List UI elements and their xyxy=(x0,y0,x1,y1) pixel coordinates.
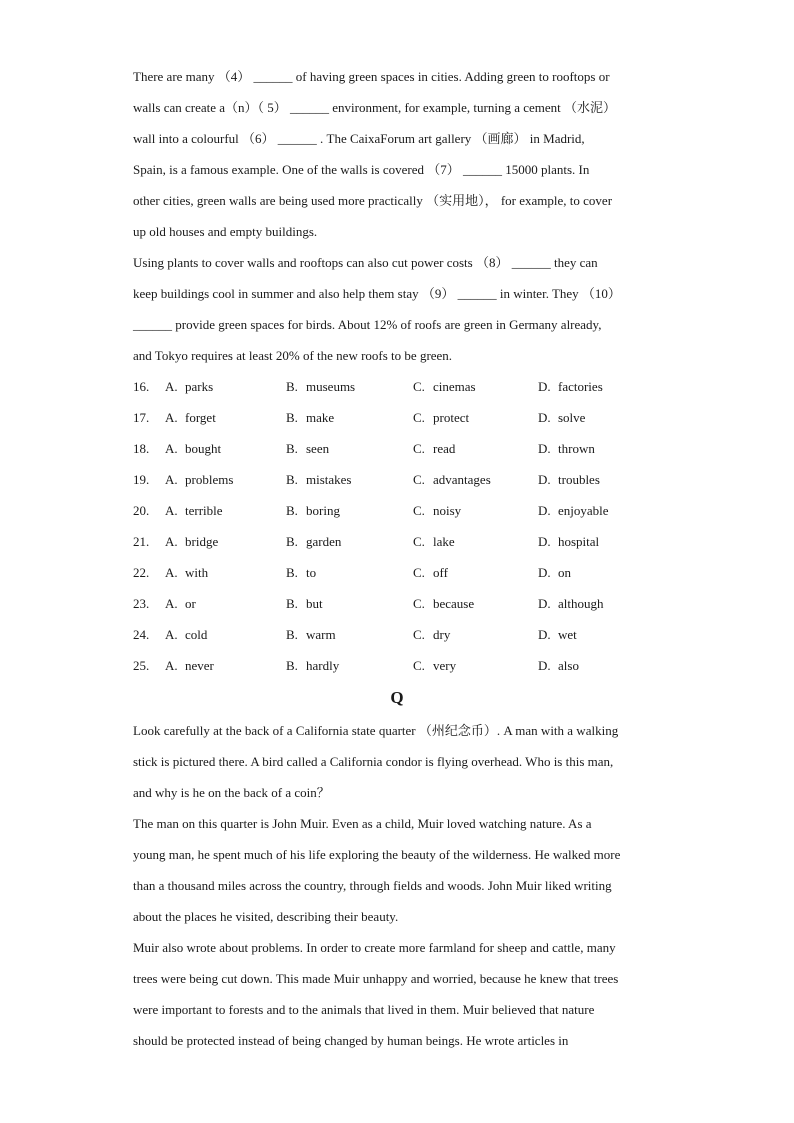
option-c xyxy=(413,650,538,681)
option-text: protect xyxy=(433,410,470,425)
option-letter: B. xyxy=(286,472,298,487)
option-a xyxy=(165,650,286,681)
option-c xyxy=(413,619,538,650)
option-letter: A. xyxy=(165,565,178,580)
passage-line: Muir also wrote about problems. In order to create more farmland for sheep and cattle, many xyxy=(133,940,616,955)
passage-line: ______ provide green spaces for birds. About 12% of roofs are green in Germany already, xyxy=(133,317,602,332)
option-letter: B. xyxy=(286,534,298,549)
option-letter: C. xyxy=(413,534,425,549)
question-number: 25. xyxy=(133,658,150,673)
question-number: 17. xyxy=(133,410,150,425)
option-letter: B. xyxy=(286,410,298,425)
option-c xyxy=(413,433,538,464)
option-d xyxy=(538,650,658,681)
option-text: to xyxy=(306,565,317,580)
option-letter: D. xyxy=(538,441,551,456)
option-text: cold xyxy=(185,627,208,642)
passage-line: There are many （4） ______ of having green spaces in cities. Adding green to rooftops or xyxy=(133,69,610,84)
option-letter: D. xyxy=(538,658,551,673)
option-text: thrown xyxy=(558,441,595,456)
question-row xyxy=(133,495,673,526)
passage-line: about the places he visited, describing their beauty. xyxy=(133,909,399,924)
option-text: but xyxy=(306,596,323,611)
option-text: forget xyxy=(185,410,216,425)
option-text: make xyxy=(306,410,335,425)
passage-line: wall into a colourful （6） ______ . The CaixaForum art gallery （画廊） in Madrid, xyxy=(133,131,585,146)
question-number: 16. xyxy=(133,379,150,394)
passage-line: up old houses and empty buildings. xyxy=(133,224,318,239)
option-text: terrible xyxy=(185,503,223,518)
option-a xyxy=(165,619,286,650)
question-row xyxy=(133,402,673,433)
passage-line: trees were being cut down. This made Muir unhappy and worried, because he knew that trees xyxy=(133,971,619,986)
question-row xyxy=(133,433,673,464)
option-letter: C. xyxy=(413,441,425,456)
option-a xyxy=(165,557,286,588)
option-text: or xyxy=(185,596,196,611)
option-letter: B. xyxy=(286,658,298,673)
option-letter: C. xyxy=(413,472,425,487)
option-d xyxy=(538,402,658,433)
option-b xyxy=(286,495,413,526)
option-text: noisy xyxy=(433,503,462,518)
option-letter: D. xyxy=(538,379,551,394)
option-a xyxy=(165,433,286,464)
option-letter: A. xyxy=(165,534,178,549)
question-row xyxy=(133,557,673,588)
option-c xyxy=(413,495,538,526)
question-row xyxy=(133,588,673,619)
option-text: hospital xyxy=(558,534,600,549)
option-text: cinemas xyxy=(433,379,476,394)
option-d xyxy=(538,619,658,650)
question-number: 24. xyxy=(133,627,150,642)
option-text: problems xyxy=(185,472,234,487)
option-text: dry xyxy=(433,627,451,642)
option-text: never xyxy=(185,658,214,673)
question-number: 19. xyxy=(133,472,150,487)
option-a xyxy=(165,588,286,619)
question-row xyxy=(133,650,673,681)
option-text: warm xyxy=(306,627,336,642)
passage-line: were important to forests and to the animals that lived in them. Muir believed that nature xyxy=(133,1002,595,1017)
option-text: boring xyxy=(306,503,340,518)
option-letter: A. xyxy=(165,596,178,611)
option-d xyxy=(538,557,658,588)
option-text: with xyxy=(185,565,209,580)
option-text: seen xyxy=(306,441,330,456)
option-a xyxy=(165,402,286,433)
passage-line: Using plants to cover walls and rooftops can also cut power costs （8） ______ they can xyxy=(133,255,598,270)
passage-line: walls can create a（n）（ 5） ______ environment, for example, turning a cement （水泥） xyxy=(133,100,617,115)
option-text: museums xyxy=(306,379,356,394)
option-letter: C. xyxy=(413,503,425,518)
option-b xyxy=(286,526,413,557)
passage-line: and why is he on the back of a coin？ xyxy=(133,785,330,800)
option-text: factories xyxy=(558,379,603,394)
option-b xyxy=(286,402,413,433)
option-a xyxy=(165,464,286,495)
passage-line: other cities, green walls are being used more practically （实用地）， for example, to cover xyxy=(133,193,613,208)
option-c xyxy=(413,557,538,588)
option-letter: A. xyxy=(165,472,178,487)
option-letter: B. xyxy=(286,379,298,394)
option-d xyxy=(538,495,658,526)
option-text: hardly xyxy=(306,658,340,673)
question-row xyxy=(133,619,673,650)
option-d xyxy=(538,588,658,619)
option-d xyxy=(538,526,658,557)
option-letter: B. xyxy=(286,441,298,456)
option-text: mistakes xyxy=(306,472,352,487)
question-number: 23. xyxy=(133,596,150,611)
option-letter: A. xyxy=(165,503,178,518)
option-letter: A. xyxy=(165,379,178,394)
option-c xyxy=(413,526,538,557)
option-letter: D. xyxy=(538,410,551,425)
question-number: 18. xyxy=(133,441,150,456)
option-a xyxy=(165,495,286,526)
option-text: because xyxy=(433,596,475,611)
passage-line: should be protected instead of being changed by human beings. He wrote articles in xyxy=(133,1033,569,1048)
option-letter: B. xyxy=(286,627,298,642)
option-text: bridge xyxy=(185,534,219,549)
option-text: also xyxy=(558,658,579,673)
option-text: garden xyxy=(306,534,342,549)
question-row xyxy=(133,526,673,557)
option-text: solve xyxy=(558,410,586,425)
question-number: 20. xyxy=(133,503,150,518)
option-d xyxy=(538,433,658,464)
option-letter: A. xyxy=(165,658,178,673)
option-letter: A. xyxy=(165,441,178,456)
option-c xyxy=(413,588,538,619)
passage-line: than a thousand miles across the country, through fields and woods. John Muir liked writing xyxy=(133,878,612,893)
option-b xyxy=(286,464,413,495)
passage-line: and Tokyo requires at least 20% of the new roofs to be green. xyxy=(133,348,453,363)
option-text: advantages xyxy=(433,472,491,487)
option-text: although xyxy=(558,596,604,611)
option-letter: D. xyxy=(538,596,551,611)
passage-line: The man on this quarter is John Muir. Even as a child, Muir loved watching nature. As a xyxy=(133,816,592,831)
passage-line: young man, he spent much of his life exploring the beauty of the wilderness. He walked more xyxy=(133,847,621,862)
option-letter: D. xyxy=(538,472,551,487)
option-b xyxy=(286,433,413,464)
options-list xyxy=(133,371,673,681)
option-letter: B. xyxy=(286,503,298,518)
option-text: off xyxy=(433,565,448,580)
passage-line: Look carefully at the back of a California state quarter （州纪念币）. A man with a walking xyxy=(133,723,619,738)
option-d xyxy=(538,371,658,402)
option-b xyxy=(286,588,413,619)
option-text: on xyxy=(558,565,571,580)
option-c xyxy=(413,402,538,433)
option-letter: B. xyxy=(286,596,298,611)
option-letter: C. xyxy=(413,565,425,580)
passage-line: Spain, is a famous example. One of the walls is covered （7） ______ 15000 plants. In xyxy=(133,162,590,177)
option-b xyxy=(286,619,413,650)
passage-line: keep buildings cool in summer and also help them stay （9） ______ in winter. They （10） xyxy=(133,286,621,301)
question-number: 21. xyxy=(133,534,150,549)
question-number: 22. xyxy=(133,565,150,580)
section-heading: Q xyxy=(390,688,404,707)
option-text: parks xyxy=(185,379,214,394)
option-text: bought xyxy=(185,441,222,456)
option-letter: D. xyxy=(538,627,551,642)
option-letter: A. xyxy=(165,627,178,642)
option-letter: C. xyxy=(413,627,425,642)
option-letter: C. xyxy=(413,658,425,673)
question-row xyxy=(133,464,673,495)
passage-line: stick is pictured there. A bird called a California condor is flying overhead. Who is this man, xyxy=(133,754,614,769)
option-text: enjoyable xyxy=(558,503,609,518)
option-a xyxy=(165,526,286,557)
option-b xyxy=(286,557,413,588)
option-letter: C. xyxy=(413,410,425,425)
option-letter: B. xyxy=(286,565,298,580)
option-b xyxy=(286,371,413,402)
option-c xyxy=(413,464,538,495)
question-row xyxy=(133,371,673,402)
option-text: lake xyxy=(433,534,455,549)
option-letter: C. xyxy=(413,379,425,394)
option-text: wet xyxy=(558,627,577,642)
option-b xyxy=(286,650,413,681)
option-letter: D. xyxy=(538,565,551,580)
option-text: very xyxy=(433,658,457,673)
document-page xyxy=(133,61,673,1056)
passage-1 xyxy=(133,61,673,371)
option-letter: A. xyxy=(165,410,178,425)
option-a xyxy=(165,371,286,402)
option-letter: D. xyxy=(538,534,551,549)
option-letter: D. xyxy=(538,503,551,518)
passage-2 xyxy=(133,715,673,1056)
option-text: troubles xyxy=(558,472,600,487)
option-c xyxy=(413,371,538,402)
option-letter: C. xyxy=(413,596,425,611)
option-d xyxy=(538,464,658,495)
option-text: read xyxy=(433,441,456,456)
